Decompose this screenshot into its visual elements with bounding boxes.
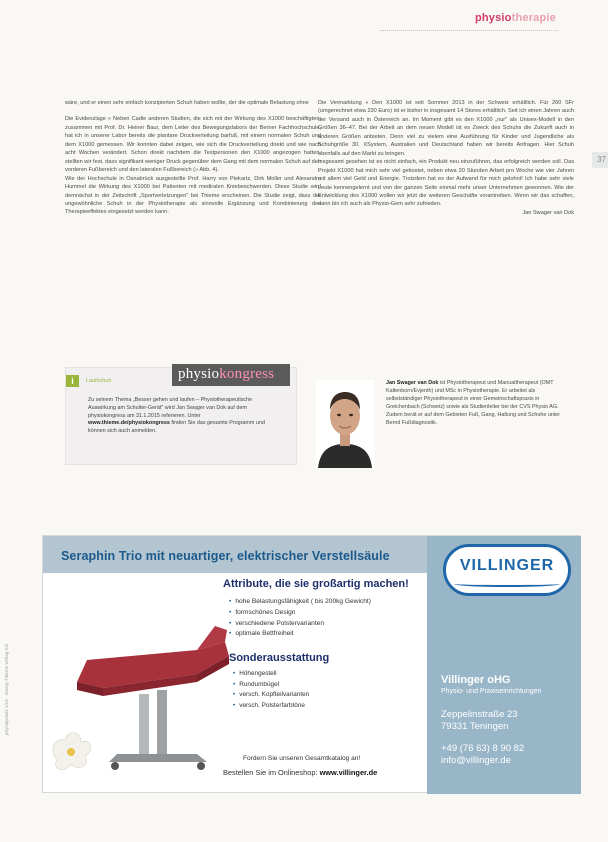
ad-email[interactable]: info@villinger.de — [441, 755, 511, 766]
ad-shop-line — [223, 768, 377, 777]
ad-feature-item: • formschönes Design — [229, 608, 371, 619]
logo-part-light: kongress — [219, 366, 275, 382]
villinger-advertisement — [42, 535, 580, 793]
logo-swoosh-icon — [454, 581, 560, 587]
ad-catalog-note: Fordern Sie unseren Gesamtkatalog an! — [243, 755, 361, 762]
ad-extras-title: Sonderausstattung — [229, 652, 330, 664]
villinger-logo — [443, 544, 571, 596]
section-label — [475, 12, 556, 24]
ad-shop-link[interactable]: www.villinger.de — [319, 768, 378, 777]
ad-extra-item: • versch. Kopfteilvarianten — [233, 690, 309, 701]
info-kicker: Laufschuh — [86, 378, 112, 384]
logo-part-dark: physio — [178, 366, 220, 382]
article-paragraph: Wie der Hochschule in Osnabrück ausgestellte Prof. Harry von Piekartz, Dirk Moller und Alexandra Hummel die Wirkung des X1000 bei Patienten mit mediralen Kniebeschwerden. Diese Studie wird demnächst in der Zeitschrift „Sportverletzungen" bei Thieme erscheinen. Die Studie zeigt, dass der ungewöhnliche Schuh in der Physiotherapie als sinnvolle Ergänzung und Kombinierung des Therapieeffektes eingesetzt werden kann. — [65, 175, 321, 216]
ad-feature-item: • verschiedene Polstervarianten — [229, 619, 371, 630]
ad-slogan: Attribute, die sie großartig machen! — [223, 578, 409, 590]
ad-headline: Seraphin Trio mit neuartiger, elektrischer Verstellsäule — [61, 549, 390, 563]
villinger-logo-text: VILLINGER — [459, 557, 555, 574]
treatment-couch-image — [47, 590, 247, 780]
article-paragraph: wäre, und er einen sehr einfach konzipierten Schuh haben wollte, der die optimale Belastung ohne — [65, 100, 309, 106]
article-paragraph: Insgesamt gesehen ist es nicht einfach, ein Produkt neu einzuführen, das erfolgreich werden soll. Das Projekt X1000 hat mich sehr viel gekostet, neben etwa 20 Stunden Arbeit pro Woche wie vier Jahren mit allem viel Geld und Energie. Trotzdem hat es der Aufwand für mich gelohnt! Ich habe sehr viele Leute kennengelernt und von der ganzen Seite einmal mehr unser Unternehmen gewonnen. Wie der Entwicklung des X1000 wollen wir jetzt die weiteren Geschäfte vorantreiben. Wenn wir das schaffen, dann bin ich auch als Physio-Gem sehr zufrieden. — [318, 159, 574, 208]
ad-phone: +49 (76 63) 8 90 82 — [441, 743, 525, 754]
header-rule — [380, 30, 558, 31]
page-number: 37 — [597, 155, 606, 164]
ad-extra-item: • versch. Polsterfarbtöne — [233, 701, 309, 712]
physiokongress-logo — [172, 364, 290, 386]
author-bio — [386, 380, 562, 427]
ad-extra-item: • Rundumbügel — [233, 680, 309, 691]
author-bio-text: ist Physiotherapeut und Manualtherapeut (OMT Kaltenborn/Evjenth) und MSc in Physiotherapie. Er arbeitet als selbstständiger Physiotherapeut in einer Gemeinschaftspraxis in Greichenbach (Schweiz) sowie als Studienleiter bei der CVS Physio AG. Zudem berät er auf dem Gebieten Fuß, Gang, Haltung und Schuhe unter Bernd Fußdiagnostik. — [386, 380, 561, 426]
ad-feature-list — [229, 597, 371, 640]
info-text — [88, 397, 274, 436]
section-label-rest: therapie — [511, 12, 556, 24]
ad-extra-item: • Höhengestell — [233, 669, 309, 680]
author-signoff: Jan Swager van Dok — [522, 209, 574, 216]
info-text-intro: Zu seinem Thema „Besser gehen und laufen – Physiotherapeutische Auswirkung am Schulter-Gerät" wird Jan Swager van Dok auf dem physiokongress am 31.1.2015 referieren. Unter — [88, 397, 253, 419]
side-copyright-note: physiopraxis 1/15 · Georg Thieme Verlag KG — [4, 643, 9, 735]
ad-shop-prefix: Bestellen Sie im Onlineshop: — [223, 768, 318, 777]
author-portrait-icon — [316, 380, 374, 468]
section-label-bold: physio — [474, 12, 512, 24]
author-name: Jan Swager van Dok — [386, 380, 439, 386]
article-left-column — [65, 99, 321, 217]
ad-feature-item: • optimale Bettfreiheit — [229, 629, 371, 640]
info-icon: i — [66, 375, 79, 387]
ad-street: Zeppelinstraße 23 — [441, 709, 518, 720]
ad-city: 79331 Teningen — [441, 721, 509, 732]
article-paragraph: Die Vermarktung » Den X1000 ist seit Sommer 2013 in der Schweiz erhältlich. Für 260 SFr (umgerechnet etwa 230 Euro) ist er bisher in insgesamt 14 Stores erhältlich. Seit ich einen Jahren auch der Versand auch in Österreich an. Im Moment gibt es den X1000 „nur" als Unisex-Modell in den Größen 36–47. Bei der Arbeit an dem neuen Modell ist es Zweck des Schuhs die Zukunft auch in anderen Größen anbieten. Denn viel zu vielem eine Ausführung für Kinder und Jugendliche als Schuhgröße 30. XSystem, Australien und Deutschland haben wir bereits Anfragen. Hier Schuh ebenfalls auf den Markt zu bringen. — [318, 100, 574, 157]
article-right-column — [318, 99, 574, 217]
ad-feature-item: • hohe Belastungsfähigkeit ( bis 200kg Gewicht) — [229, 597, 371, 608]
ad-company-name: Villinger oHG — [441, 674, 511, 686]
author-photo — [316, 380, 374, 468]
info-link[interactable]: www.thieme.de/physiokongress — [88, 420, 170, 427]
ad-company-tagline: Physio- und Praxiseinrichtungen — [441, 688, 542, 695]
info-text-outro: finden Sie das gesamte Programm und können sich auch anmelden. — [88, 420, 265, 435]
article-paragraph: Die Evidenzlage » Neben Cadle anderen Studien, die sich mit der Wirkung des X1000 beschäftigten, zusammen mit Prof. Dr. Heiner Baur, dem Leiter des Bewegungslabors der Berner Fachhochschule, hat ich in unserer Labor bereits die plantare Druckverteilung barfuß, mit einem normalen Schuh und dem X1000 gemessen. Wir konnten dabei zeigen, wie sich die Druckverteilung direkt und wie nach acht Wochen verändert. Schon direkt nachdem die Testpersonen den X1000 angezogen hatten, stellten wir fest, dass signifikant weniger Druck gegenüber dem Gang mit dem normalen Schuh auf den vorderen Fußbereich und den lateralen Fußbereich (» Abb. 4). — [65, 116, 321, 174]
